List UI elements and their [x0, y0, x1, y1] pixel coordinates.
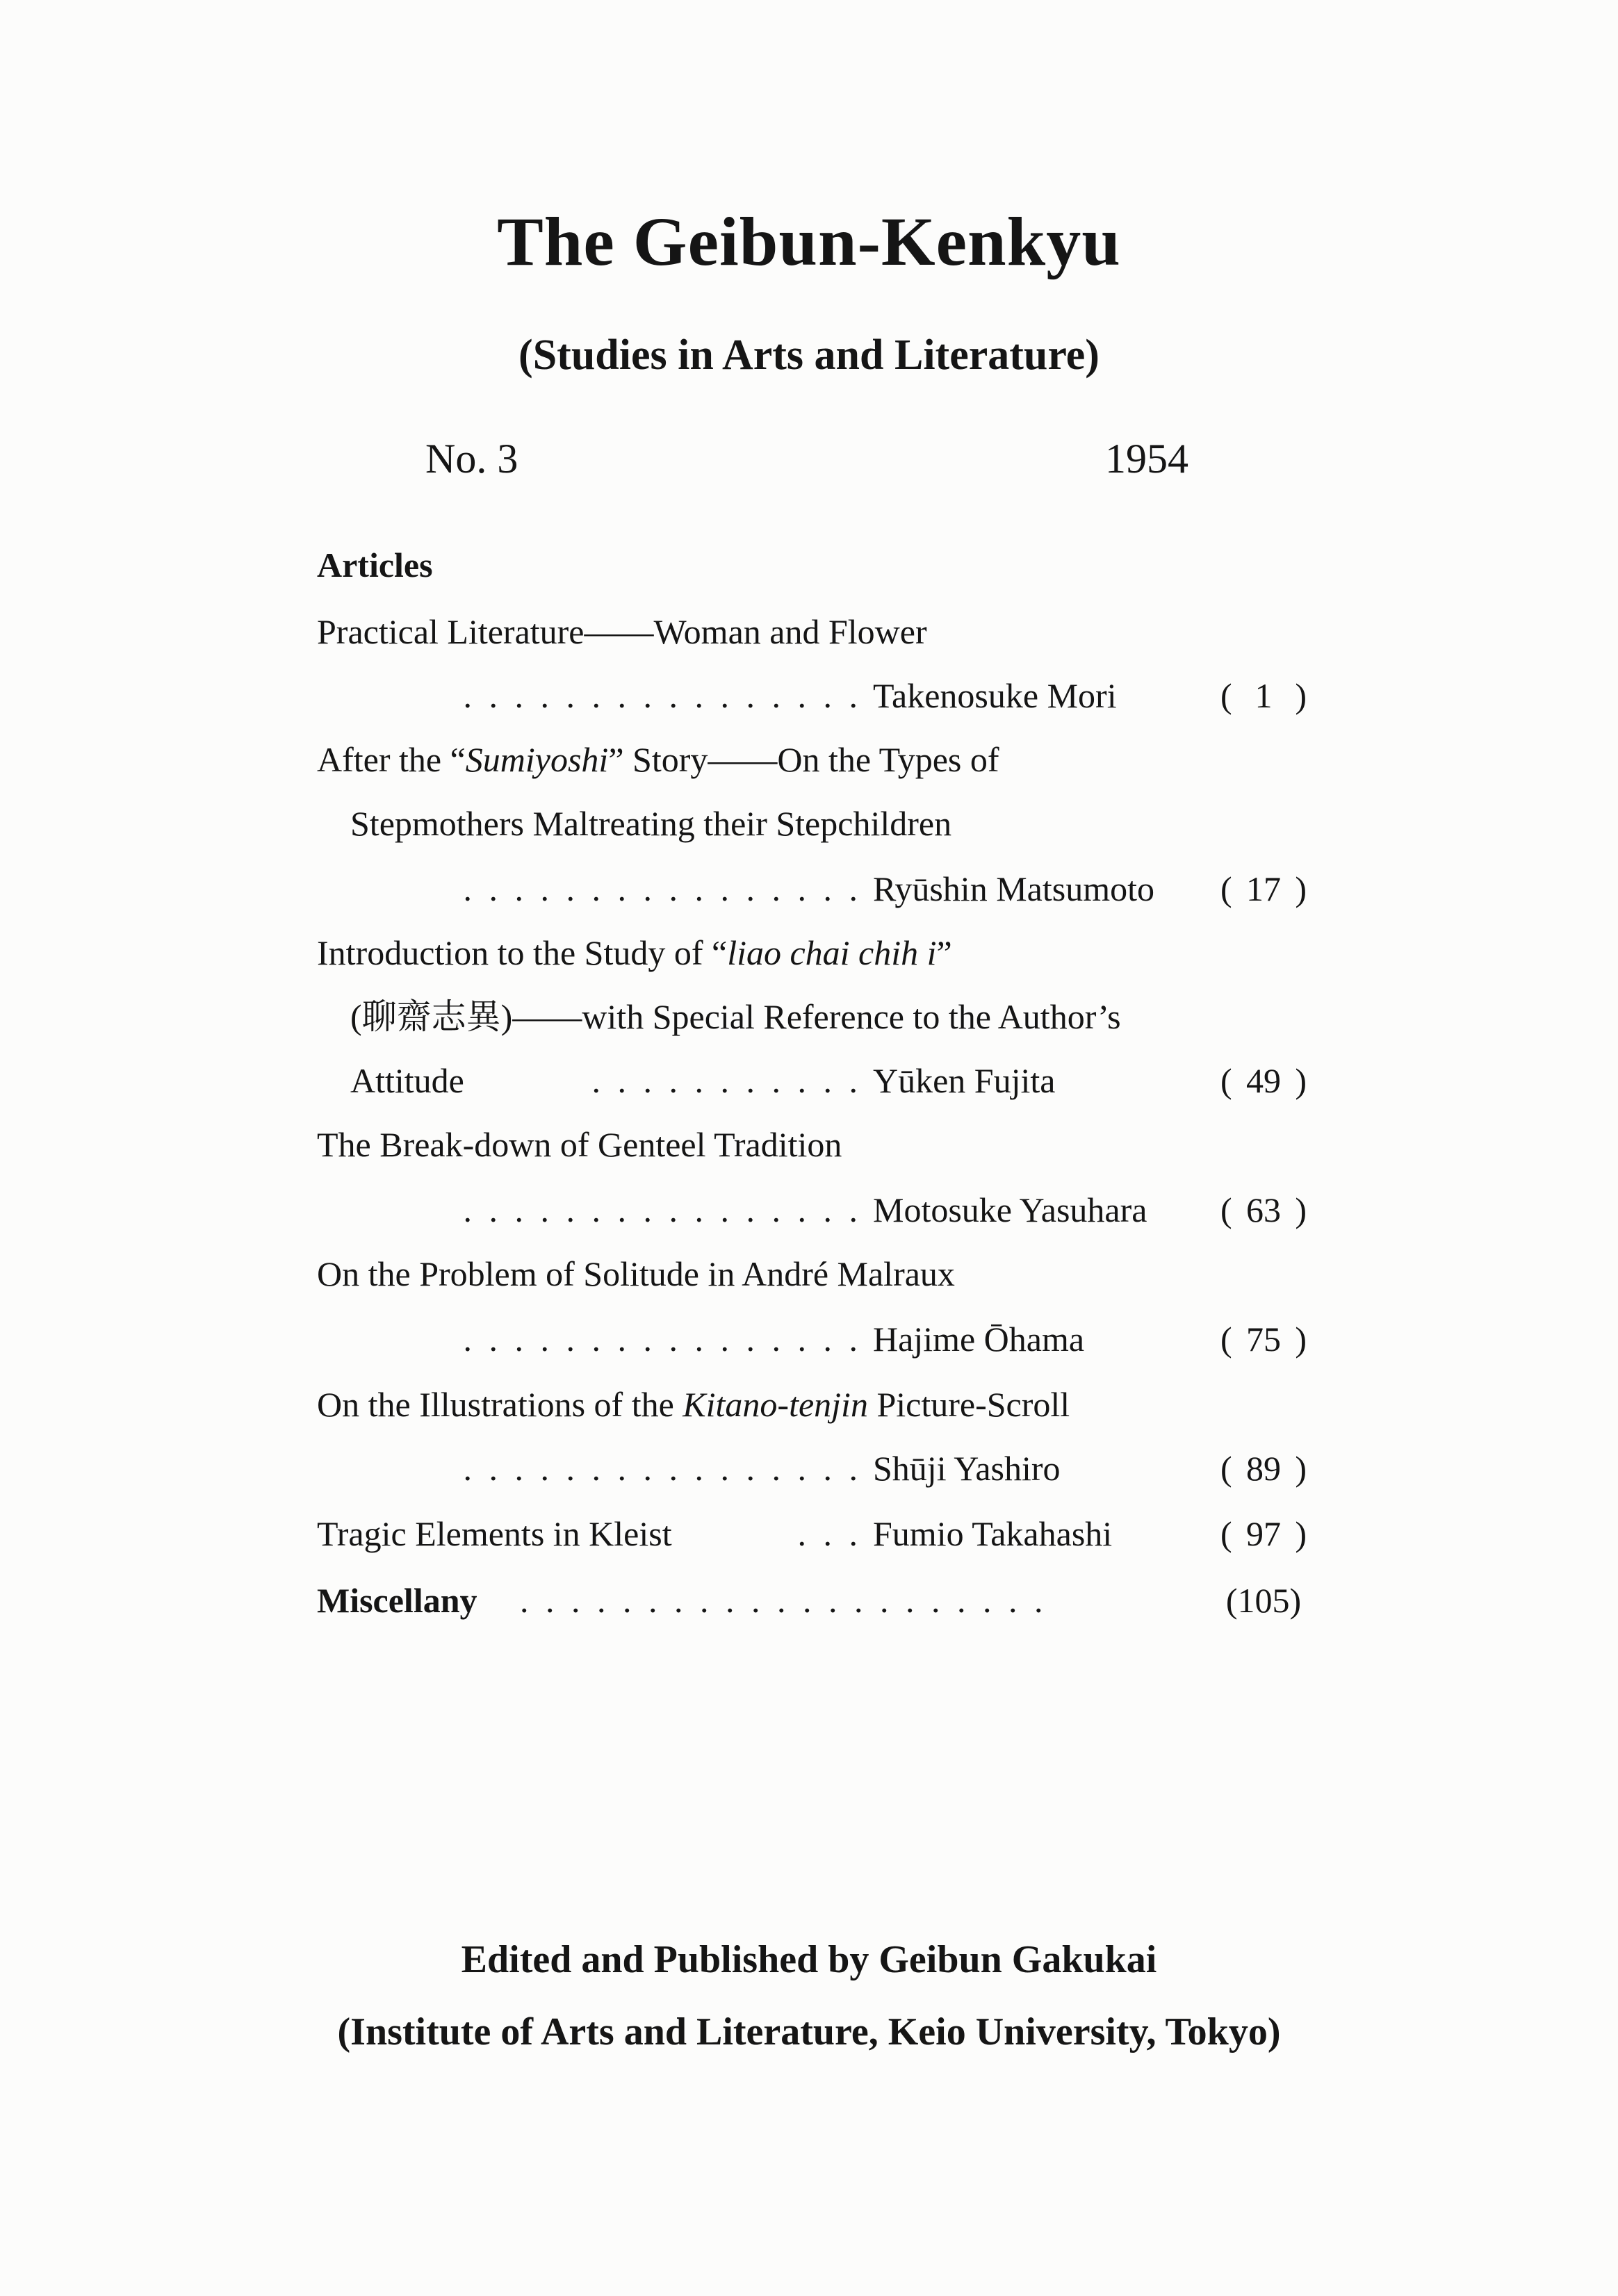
toc-entry-title: After the “Sumiyoshi” Story——On the Types of [317, 740, 999, 779]
toc-entry-title: Practical Literature——Woman and Flower [317, 612, 927, 651]
toc-entry-page: ( 1 ) [1220, 676, 1307, 715]
issue-number: No. 3 [425, 436, 518, 482]
toc-entry-author: Fumio Takahashi [873, 1514, 1113, 1553]
toc-entry-page: ( 97 ) [1220, 1514, 1307, 1553]
leader-dots: . . . . . . . . . . . . . . . . [463, 678, 862, 713]
toc-entry-title: On the Problem of Solitude in André Malraux [317, 1254, 955, 1293]
toc-entry-title-continued: Attitude [350, 1061, 464, 1100]
leader-dots: . . . . . . . . . . . [591, 1063, 862, 1098]
toc-entry-title: Introduction to the Study of “liao chai chih i” [317, 933, 952, 972]
issue-year: 1954 [1105, 436, 1188, 482]
toc-entry-author: Takenosuke Mori [873, 676, 1117, 715]
toc-entry-page: ( 89 ) [1220, 1449, 1307, 1488]
leader-dots: . . . . . . . . . . . . . . . . . . . . . [520, 1583, 1047, 1618]
journal-title: The Geibun-Kenkyu [497, 203, 1121, 280]
leader-dots: . . . . . . . . . . . . . . . . [463, 871, 862, 906]
leader-dots: . . . . . . . . . . . . . . . . [463, 1322, 862, 1356]
toc-entry-author: Ryūshin Matsumoto [873, 869, 1154, 908]
toc-entry-author: Hajime Ōhama [873, 1320, 1085, 1359]
toc-entry-author: Yūken Fujita [873, 1061, 1056, 1100]
publisher-line: Edited and Published by Geibun Gakukai [461, 1938, 1157, 1981]
journal-subtitle: (Studies in Arts and Literature) [518, 331, 1100, 379]
leader-dots: . . . . . . . . . . . . . . . . [463, 1451, 862, 1486]
toc-heading: Articles [317, 546, 433, 584]
leader-dots: . . . . . . . . . . . . . . . . [463, 1192, 862, 1227]
leader-dots: . . . [797, 1516, 862, 1551]
toc-entry-page: ( 49 ) [1220, 1061, 1307, 1100]
toc-entry-title-continued: (聊齋志異)——with Special Reference to the Author’s [350, 997, 1121, 1036]
toc-entry-author: Shūji Yashiro [873, 1449, 1061, 1488]
toc-entry-page: ( 17 ) [1220, 869, 1307, 908]
toc-entry-title: Tragic Elements in Kleist [317, 1514, 672, 1553]
toc-entry-author: Motosuke Yasuhara [873, 1190, 1147, 1229]
toc-miscellany-page: (105) [1225, 1581, 1302, 1620]
toc-entry-page: ( 63 ) [1220, 1190, 1307, 1229]
toc-entry-page: ( 75 ) [1220, 1320, 1307, 1359]
toc-entry-title: The Break-down of Genteel Tradition [317, 1125, 842, 1164]
institute-line: (Institute of Arts and Literature, Keio University, Tokyo) [337, 2010, 1281, 2053]
toc-miscellany: Miscellany [317, 1581, 477, 1620]
toc-entry-title-continued: Stepmothers Maltreating their Stepchildren [350, 804, 952, 843]
toc-entry-title: On the Illustrations of the Kitano-tenjin Picture-Scroll [317, 1385, 1070, 1424]
